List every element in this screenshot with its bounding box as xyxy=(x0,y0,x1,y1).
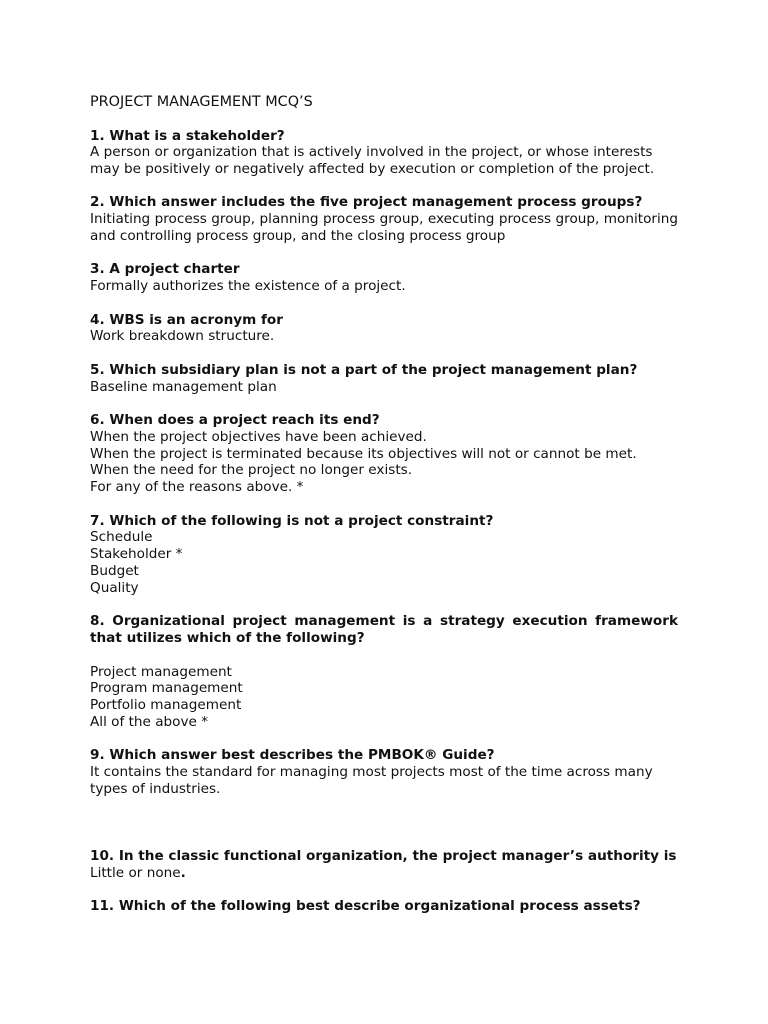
answer-10-text: Little or none xyxy=(90,864,181,881)
question-6: 6. When does a project reach its end? xyxy=(90,412,380,429)
answer-6-option-1: When the project objectives have been achieved. xyxy=(90,428,427,445)
question-block-6 xyxy=(90,412,678,496)
question-11: 11. Which of the following best describe organizational process assets? xyxy=(90,897,641,914)
answer-5: Baseline management plan xyxy=(90,378,277,395)
answer-10-period: . xyxy=(180,864,186,881)
question-2: 2. Which answer includes the five project management process groups? xyxy=(90,194,643,211)
question-10: 10. In the classic functional organization, the project manager’s authority is xyxy=(90,847,677,864)
answer-6-option-3: When the need for the project no longer exists. xyxy=(90,462,413,479)
answer-3: Formally authorizes the existence of a project. xyxy=(90,278,406,295)
answer-1: A person or organization that is actively involved in the project, or whose interests may be positively or negatively affected by execution or completion of the project. xyxy=(90,144,655,178)
answer-8-option-4: All of the above * xyxy=(90,713,209,730)
answer-4: Work breakdown structure. xyxy=(90,328,275,345)
answer-10 xyxy=(90,865,678,882)
answer-7-option-1: Schedule xyxy=(90,529,153,546)
answer-8-option-3: Portfolio management xyxy=(90,697,242,714)
document-page xyxy=(90,94,678,931)
answer-8-option-1: Project management xyxy=(90,663,232,680)
question-7: 7. Which of the following is not a project constraint? xyxy=(90,512,494,529)
question-9: 9. Which answer best describes the PMBOK® Guide? xyxy=(90,747,495,764)
answer-8-option-2: Program management xyxy=(90,680,243,697)
question-block-10 xyxy=(90,848,678,882)
question-block-2 xyxy=(90,194,678,244)
answer-7-option-2: Stakeholder * xyxy=(90,546,183,563)
answer-6-option-4: For any of the reasons above. * xyxy=(90,479,304,496)
question-block-7 xyxy=(90,513,678,597)
question-5: 5. Which subsidiary plan is not a part of the project management plan? xyxy=(90,361,638,378)
question-block-4 xyxy=(90,312,678,346)
question-block-11 xyxy=(90,898,678,915)
question-4: 4. WBS is an acronym for xyxy=(90,311,283,328)
answer-6-option-2: When the project is terminated because its objectives will not or cannot be met. xyxy=(90,445,637,462)
question-8: 8. Organizational project management is a strategy execution framework that utilizes which of the following? xyxy=(90,613,678,646)
question-block-9 xyxy=(90,747,678,797)
question-block-8 xyxy=(90,613,678,731)
question-1: 1. What is a stakeholder? xyxy=(90,127,285,144)
document-title: PROJECT MANAGEMENT MCQ’S xyxy=(90,94,313,110)
question-3: 3. A project charter xyxy=(90,261,240,278)
question-block-5 xyxy=(90,362,678,396)
answer-7-option-4: Quality xyxy=(90,579,139,596)
answer-7-option-3: Budget xyxy=(90,563,139,579)
question-block-3 xyxy=(90,261,678,295)
answer-2: Initiating process group, planning process group, executing process group, monitoring and controlling process group, and the closing process group xyxy=(90,211,678,245)
answer-9: It contains the standard for managing most projects most of the time across many types of industries. xyxy=(90,764,653,797)
question-block-1 xyxy=(90,128,678,178)
